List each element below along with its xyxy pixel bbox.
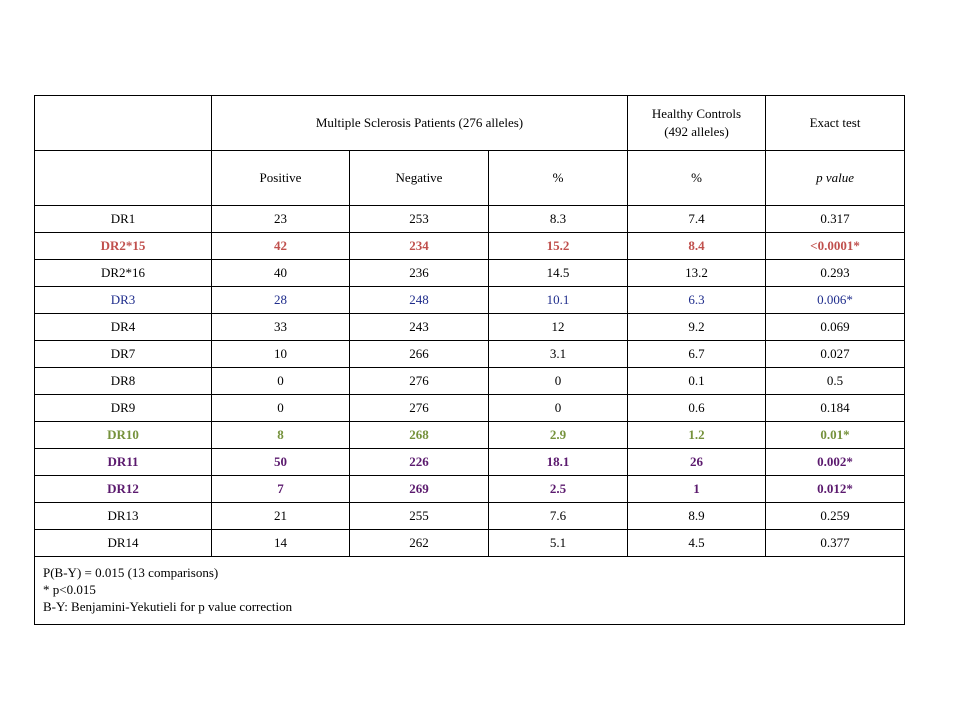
negative-count-cell: 276 [350, 395, 489, 422]
negative-count-cell: 234 [350, 233, 489, 260]
allele-cell: DR2*15 [35, 233, 212, 260]
exact-test-header: Exact test [766, 96, 905, 151]
table-row [35, 449, 905, 476]
table-row [35, 368, 905, 395]
table-row [35, 395, 905, 422]
negative-header: Negative [350, 151, 489, 206]
p-value-cell: 0.012* [766, 476, 905, 503]
positive-count-cell: 21 [212, 503, 350, 530]
allele-cell: DR7 [35, 341, 212, 368]
subheader-row [35, 151, 905, 206]
p-value-cell: 0.259 [766, 503, 905, 530]
p-value-cell: 0.293 [766, 260, 905, 287]
controls-percent-cell: 8.4 [628, 233, 766, 260]
controls-percent-cell: 1 [628, 476, 766, 503]
p-value-cell: 0.002* [766, 449, 905, 476]
allele-cell: DR14 [35, 530, 212, 557]
p-value-cell: 0.377 [766, 530, 905, 557]
positive-header: Positive [212, 151, 350, 206]
controls-percent-header: % [628, 151, 766, 206]
ms-percent-cell: 14.5 [489, 260, 628, 287]
ms-percent-cell: 7.6 [489, 503, 628, 530]
controls-percent-cell: 7.4 [628, 206, 766, 233]
table-row [35, 233, 905, 260]
ms-percent-cell: 2.5 [489, 476, 628, 503]
negative-count-cell: 269 [350, 476, 489, 503]
positive-count-cell: 0 [212, 368, 350, 395]
table-row [35, 206, 905, 233]
footnote-by-definition: B-Y: Benjamini-Yekutieli for p value correction [43, 599, 293, 614]
positive-count-cell: 50 [212, 449, 350, 476]
footnote-by-p: P(B-Y) = 0.015 (13 comparisons) [43, 565, 219, 580]
footnote-significance: * p<0.015 [43, 582, 96, 597]
positive-count-cell: 7 [212, 476, 350, 503]
table-row [35, 341, 905, 368]
positive-count-cell: 10 [212, 341, 350, 368]
ms-percent-cell: 0 [489, 368, 628, 395]
hla-dr-association-table [34, 95, 905, 625]
healthy-controls-count: (492 alleles) [664, 124, 729, 139]
table-row [35, 287, 905, 314]
p-value-cell: 0.317 [766, 206, 905, 233]
notes-row [35, 557, 905, 625]
negative-count-cell: 236 [350, 260, 489, 287]
table-row [35, 422, 905, 449]
p-value-cell: <0.0001* [766, 233, 905, 260]
allele-cell: DR13 [35, 503, 212, 530]
subheader-empty-cell [35, 151, 212, 206]
ms-percent-cell: 3.1 [489, 341, 628, 368]
ms-percent-header: % [489, 151, 628, 206]
p-value-cell: 0.184 [766, 395, 905, 422]
positive-count-cell: 33 [212, 314, 350, 341]
controls-percent-cell: 4.5 [628, 530, 766, 557]
ms-percent-cell: 0 [489, 395, 628, 422]
p-value-cell: 0.5 [766, 368, 905, 395]
controls-percent-cell: 0.1 [628, 368, 766, 395]
header-empty-cell [35, 96, 212, 151]
positive-count-cell: 14 [212, 530, 350, 557]
controls-percent-cell: 6.3 [628, 287, 766, 314]
table-row [35, 476, 905, 503]
ms-percent-cell: 5.1 [489, 530, 628, 557]
healthy-controls-header [628, 96, 766, 151]
p-value-cell: 0.069 [766, 314, 905, 341]
controls-percent-cell: 9.2 [628, 314, 766, 341]
negative-count-cell: 276 [350, 368, 489, 395]
table-row [35, 530, 905, 557]
allele-cell: DR10 [35, 422, 212, 449]
healthy-controls-label: Healthy Controls [651, 106, 742, 121]
controls-percent-cell: 1.2 [628, 422, 766, 449]
controls-percent-cell: 13.2 [628, 260, 766, 287]
controls-percent-cell: 6.7 [628, 341, 766, 368]
positive-count-cell: 28 [212, 287, 350, 314]
header-row [35, 96, 905, 151]
allele-cell: DR2*16 [35, 260, 212, 287]
negative-count-cell: 248 [350, 287, 489, 314]
positive-count-cell: 40 [212, 260, 350, 287]
p-value-header: p value [766, 151, 905, 206]
ms-percent-cell: 10.1 [489, 287, 628, 314]
ms-percent-cell: 8.3 [489, 206, 628, 233]
ms-percent-cell: 18.1 [489, 449, 628, 476]
controls-percent-cell: 26 [628, 449, 766, 476]
ms-percent-cell: 12 [489, 314, 628, 341]
positive-count-cell: 8 [212, 422, 350, 449]
table-row [35, 314, 905, 341]
allele-cell: DR9 [35, 395, 212, 422]
ms-percent-cell: 2.9 [489, 422, 628, 449]
p-value-cell: 0.027 [766, 341, 905, 368]
allele-cell: DR1 [35, 206, 212, 233]
footnotes-cell [35, 557, 905, 625]
controls-percent-cell: 8.9 [628, 503, 766, 530]
allele-cell: DR3 [35, 287, 212, 314]
p-value-cell: 0.006* [766, 287, 905, 314]
positive-count-cell: 42 [212, 233, 350, 260]
negative-count-cell: 266 [350, 341, 489, 368]
controls-percent-cell: 0.6 [628, 395, 766, 422]
allele-cell: DR8 [35, 368, 212, 395]
negative-count-cell: 253 [350, 206, 489, 233]
p-value-cell: 0.01* [766, 422, 905, 449]
table-row [35, 260, 905, 287]
negative-count-cell: 262 [350, 530, 489, 557]
allele-cell: DR11 [35, 449, 212, 476]
positive-count-cell: 23 [212, 206, 350, 233]
negative-count-cell: 268 [350, 422, 489, 449]
ms-patients-header: Multiple Sclerosis Patients (276 alleles) [212, 96, 628, 151]
positive-count-cell: 0 [212, 395, 350, 422]
allele-cell: DR4 [35, 314, 212, 341]
table-row [35, 503, 905, 530]
ms-percent-cell: 15.2 [489, 233, 628, 260]
negative-count-cell: 255 [350, 503, 489, 530]
negative-count-cell: 226 [350, 449, 489, 476]
negative-count-cell: 243 [350, 314, 489, 341]
allele-cell: DR12 [35, 476, 212, 503]
